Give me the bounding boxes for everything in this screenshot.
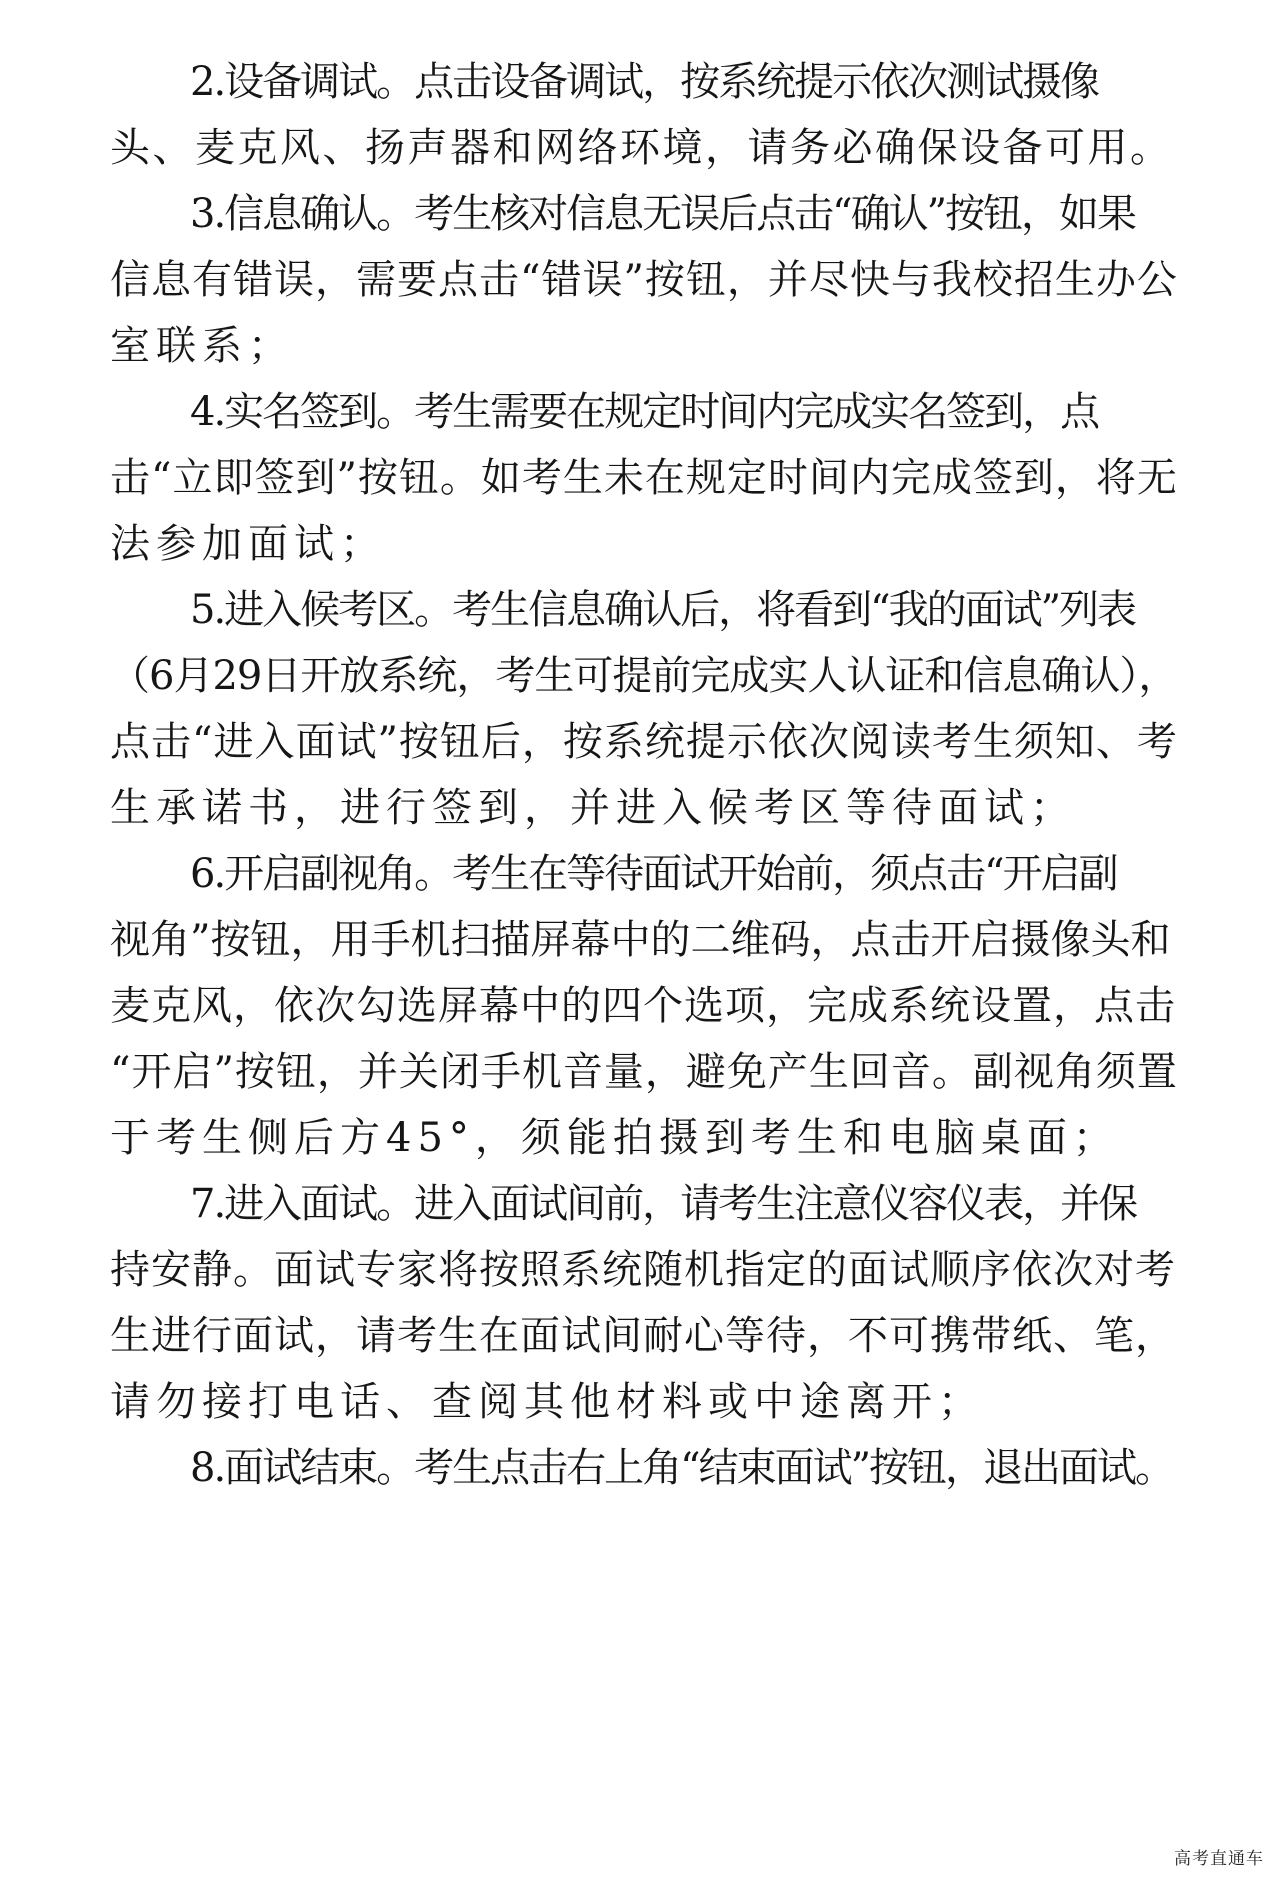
text-line: 生进行面试，请考生在面试间耐心等待，不可携带纸、笔，	[110, 1313, 1176, 1359]
text-line: 击“立即签到”按钮。如考生未在规定时间内完成签到，将无	[110, 455, 1178, 501]
text-line: “开启”按钮，并关闭手机音量，避免产生回音。副视角须置	[110, 1049, 1178, 1095]
text-line: 7.进入面试。进入面试间前，请考生注意仪容仪表，并保	[190, 1181, 1137, 1227]
text-line: 生承诺书，进行签到，并进入候考区等待面试；	[110, 785, 1076, 831]
text-line: 头、麦克风、扬声器和网络环境，请务必确保设备可用。	[110, 125, 1173, 171]
text-line: 信息有错误，需要点击“错误”按钮，并尽快与我校招生办公	[110, 257, 1178, 303]
text-line: 持安静。面试专家将按照系统随机指定的面试顺序依次对考	[110, 1247, 1176, 1293]
text-line: 于考生侧后方45°，须能拍摄到考生和电脑桌面；	[110, 1115, 1119, 1161]
text-line: （6月29日开放系统，考生可提前完成实人认证和信息确认），	[110, 653, 1178, 699]
text-line: 视角”按钮，用手机扫描屏幕中的二维码，点击开启摄像头和	[110, 917, 1171, 963]
text-line: 2.设备调试。点击设备调试，按系统提示依次测试摄像	[190, 59, 1099, 105]
text-line: 麦克风，依次勾选屏幕中的四个选项，完成系统设置，点击	[110, 983, 1176, 1029]
text-line: 点击“进入面试”按钮后，按系统提示依次阅读考生须知、考	[110, 719, 1178, 765]
text-line: 法参加面试；	[110, 521, 386, 567]
text-line: 5.进入候考区。考生信息确认后，将看到“我的面试”列表	[190, 587, 1136, 633]
text-line: 8.面试结束。考生点击右上角“结束面试”按钮，退出面试。	[190, 1445, 1174, 1491]
text-line: 3.信息确认。考生核对信息无误后点击“确认”按钮，如果	[190, 191, 1136, 237]
watermark: 高考直通车	[1174, 1849, 1264, 1869]
text-line: 请勿接打电话、查阅其他材料或中途离开；	[110, 1379, 984, 1425]
text-line: 4.实名签到。考生需要在规定时间内完成实名签到，点	[190, 389, 1099, 435]
text-line: 室联系；	[110, 323, 294, 369]
text-line: 6.开启副视角。考生在等待面试开始前，须点击“开启副	[190, 851, 1117, 897]
